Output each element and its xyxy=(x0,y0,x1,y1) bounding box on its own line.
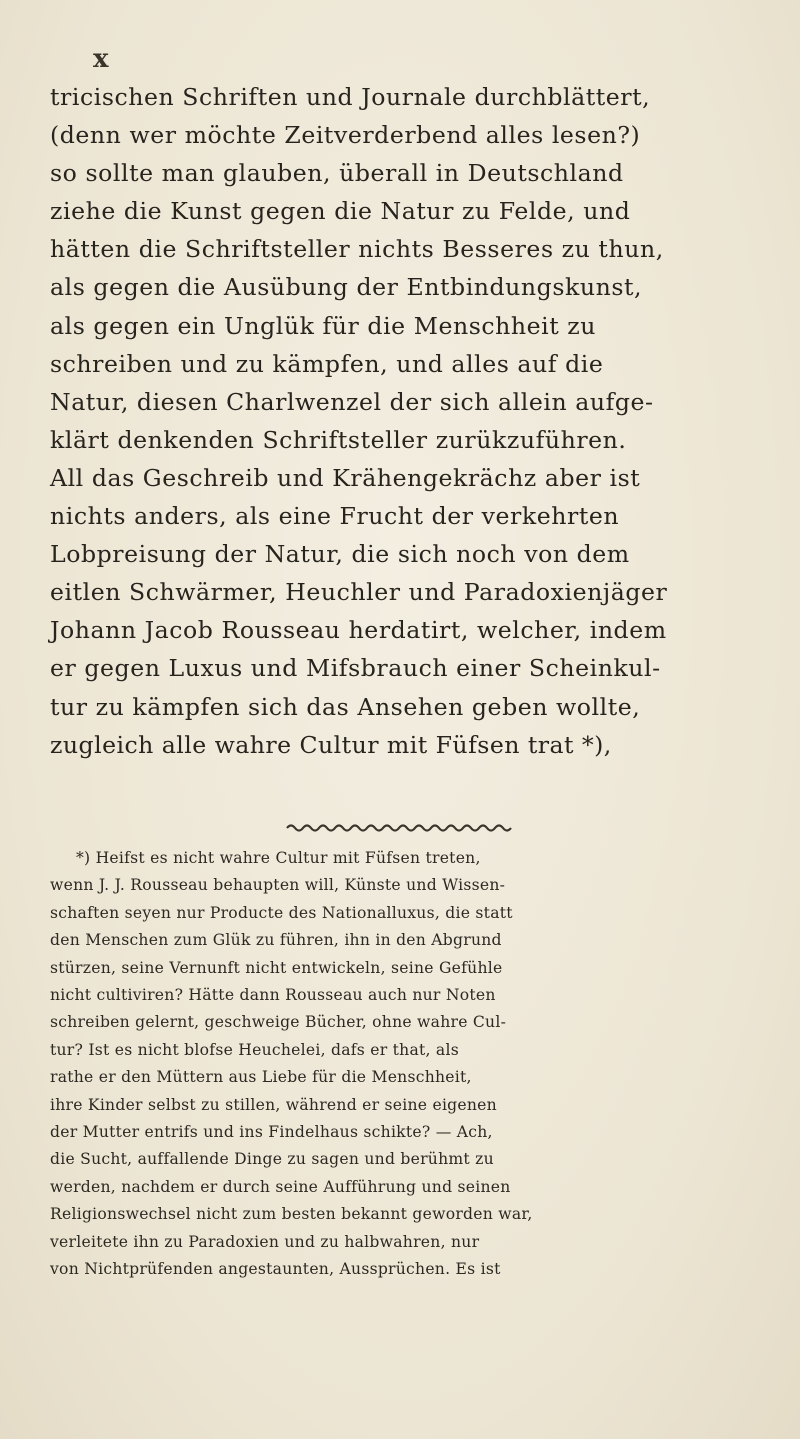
footnote-line: stürzen, seine Vernunft nicht entwickeln, seine Gefühle xyxy=(50,958,503,977)
footnote xyxy=(50,845,785,1284)
footnote-line: tur? Ist es nicht blofse Heuchelei, dafs er that, als xyxy=(50,1040,459,1059)
text-line: hätten die Schriftsteller nichts Besseres zu thun, xyxy=(50,235,664,264)
text-line: eitlen Schwärmer, Heuchler und Paradoxienjäger xyxy=(50,578,668,607)
footnote-line: nicht cultiviren? Hätte dann Rousseau auch nur Noten xyxy=(50,986,496,1005)
footnote-line: den Menschen zum Glük zu führen, ihn in den Abgrund xyxy=(50,931,502,950)
text-line: tricischen Schriften und Journale durchblättert, xyxy=(50,83,651,111)
text-line: als gegen ein Unglük für die Menschheit zu xyxy=(50,311,597,340)
text-line: (denn wer möchte Zeitverderbend alles lesen?) xyxy=(50,121,641,150)
footnote-line: schreiben gelernt, geschweige Bücher, ohne wahre Cul- xyxy=(50,1013,507,1032)
text-line: als gegen die Ausübung der Entbindungskunst, xyxy=(50,273,643,302)
footnote-line: von Nichtprüfenden angestaunten, Aussprüchen. Es ist xyxy=(50,1260,501,1279)
footnote-line: rathe er den Müttern aus Liebe für die Menschheit, xyxy=(50,1068,472,1087)
footnote-line: werden, nachdem er durch seine Aufführung und seinen xyxy=(50,1177,511,1196)
text-line: ziehe die Kunst gegen die Natur zu Felde, und xyxy=(50,197,631,226)
text-line: Johann Jacob Rousseau herdatirt, welcher, indem xyxy=(50,616,667,645)
footnote-separator xyxy=(285,823,517,833)
text-line: so sollte man glauben, überall in Deutschland xyxy=(50,159,624,188)
text-line: klärt denkenden Schriftsteller zurükzuführen. xyxy=(50,425,627,454)
text-line: nichts anders, als eine Frucht der verkehrten xyxy=(50,502,620,531)
footnote-line: die Sucht, auffallende Dinge zu sagen und berühmt zu xyxy=(50,1150,494,1169)
text-line: Natur, diesen Charlwenzel der sich allein aufge- xyxy=(50,387,654,416)
footnote-line: schaften seyen nur Producte des Nationalluxus, die statt xyxy=(50,903,513,922)
footnote-line: wenn J. J. Rousseau behaupten will, Künste und Wissen- xyxy=(50,876,506,895)
text-line: er gegen Luxus und Mifsbrauch einer Scheinkul- xyxy=(50,654,661,683)
text-line: tur zu kämpfen sich das Ansehen geben wollte, xyxy=(50,692,641,721)
footnote-line: *) Heifst es nicht wahre Cultur mit Füfsen treten, xyxy=(76,849,481,867)
text-line: schreiben und zu kämpfen, und alles auf die xyxy=(50,349,604,378)
footnote-line: Religionswechsel nicht zum besten bekannt geworden war, xyxy=(50,1205,533,1224)
footnote-line: der Mutter entrifs und ins Findelhaus schikte? — Ach, xyxy=(50,1123,493,1142)
footnote-line: ihre Kinder selbst zu stillen, während er seine eigenen xyxy=(50,1095,497,1114)
main-text xyxy=(50,78,780,764)
text-line: zugleich alle wahre Cultur mit Füfsen trat *), xyxy=(50,730,612,759)
signature-mark: x xyxy=(93,44,109,74)
footnote-line: verleitete ihn zu Paradoxien und zu halbwahren, nur xyxy=(50,1232,480,1251)
text-line: All das Geschreib und Krähengekrächz aber ist xyxy=(50,463,641,492)
text-line: Lobpreisung der Natur, die sich noch von dem xyxy=(50,540,630,569)
